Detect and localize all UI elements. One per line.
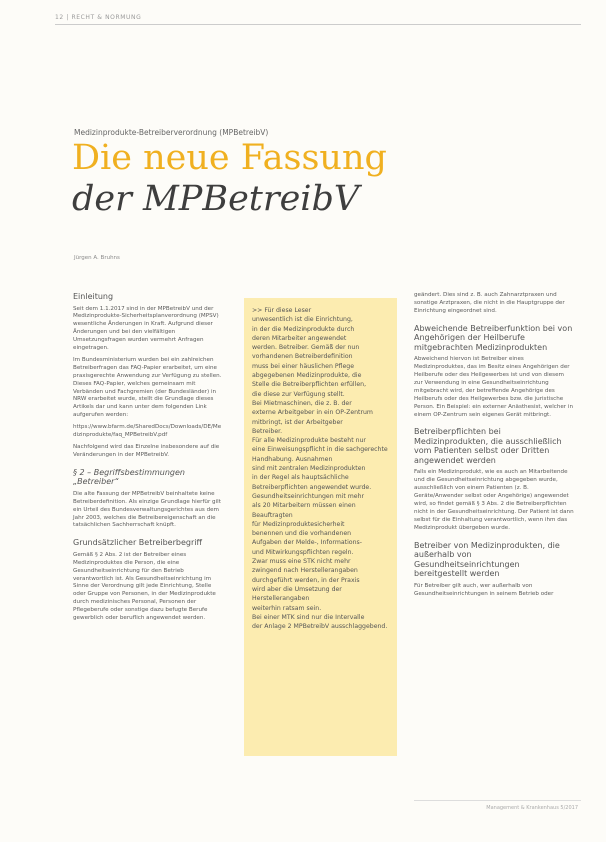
heading-definitions: § 2 – Begriffsbestimmungen „Betreiber“ (73, 467, 185, 487)
article-byline: Jürgen A. Bruhns (74, 255, 120, 261)
highlight-line: Betreiberpflichten angewendet wurde. (252, 483, 372, 491)
heading-basic-operator: Grundsätzlicher Betreiberbegriff (73, 538, 202, 548)
highlight-line: Gesundheitseinrichtungen mit mehr (252, 492, 365, 500)
article-title-line2: der MPBetreibV (72, 179, 360, 219)
highlight-line: unwesentlich ist die Einrichtung, (252, 316, 353, 324)
highlight-line: vorhandenen Betreiberdefinition (252, 353, 353, 361)
text-column-3 (414, 292, 574, 603)
paragraph: Gemäß § 2 Abs. 2 ist der Betreiber eines Medizinproduktes die Person, die eine Gesundheitseinrichtung für den Betrieb verantwortlich ist. Als Gesundheitseinrichtung im Sinne der Verordnung gilt jede Einrichtung, Stelle oder Gruppe von Personen, in der Medizinprodukte durch medizinisches Personal, Personen der Pflegeberufe oder sonstige dazu befugte Berufe gewerblich oder beruflich angewendet werden. (73, 551, 216, 622)
heading-patient-use: Betreiberpflichten bei Medizinprodukten, die ausschließlich vom Patienten selbst oder Dritten angewendet werden (414, 427, 562, 465)
paragraph: Die alte Fassung der MPBetreibV beinhaltete keine Betreiberdefinition. Als einzige Grundlage hierfür gilt ein Urteil des Bundesverwaltungsgerichtes aus dem Jahr 2003, welches die Betreibereigenschaft an die tatsächlichen Sachherrschaft knüpft. (73, 490, 221, 529)
highlight-line: Für alle Medizinprodukte besteht nur (252, 437, 366, 445)
highlight-line: wird aber die Umsetzung der Herstellerangaben (252, 585, 342, 603)
highlight-line: Betreiber. (252, 427, 283, 435)
highlight-line: benennen und die vorhandenen (252, 530, 352, 538)
page-footer: Management & Krankenhaus 5/2017 (486, 805, 578, 811)
highlight-line: als 20 Mitarbeitern müssen einen Beauftragten (252, 502, 356, 519)
header-divider (55, 24, 581, 25)
text-column-1 (73, 292, 223, 627)
highlight-line: Bei Mietmaschinen, die z. B. der (252, 399, 352, 407)
heading-introduction: Einleitung (73, 292, 114, 301)
highlight-line: Aufgaben der Melde-, Informations- (252, 539, 362, 547)
paragraph: Seit dem 1.1.2017 sind in der MPBetreibV und der Medizinprodukte-Sicherheitsplanverordnung (MPSV) wesentliche Änderungen in Kraft. Aufgrund dieser Änderungen und bei den vielfältigen Umsetzungsfragen wurden vermehrt Anfragen eingetragen. (73, 305, 219, 352)
highlight-line: werden. Betreiber. Gemäß der nun (252, 344, 360, 352)
highlight-line: in der die Medizinprodukte durch (252, 325, 355, 333)
section-header: 12 | RECHT & NORMUNG (55, 14, 142, 21)
article-title-line1: Die neue Fassung (72, 138, 387, 178)
highlight-line: mitbringt, ist der Arbeitgeber (252, 418, 343, 426)
article-kicker: Medizinprodukte-Betreiberverordnung (MPBetreibV) (74, 128, 269, 137)
highlight-line: abgegebenen Medizinprodukte, die (252, 372, 362, 380)
highlight-line: und Mitwirkungspflichten regeln. (252, 548, 354, 556)
highlight-box (244, 298, 397, 756)
highlight-line: zwingend nach Herstellerangaben (252, 567, 358, 575)
highlight-line: Zwar muss eine STK nicht mehr (252, 558, 351, 566)
highlight-line: für Medizinproduktesicherheit (252, 520, 345, 528)
highlight-line: Bei einer MTK sind nur die Intervalle (252, 613, 365, 621)
highlight-line: in der Regel als hauptsächliche (252, 474, 349, 482)
highlight-line: sind mit zentralen Medizinprodukten (252, 465, 366, 473)
heading-deviating-operator: Abweichende Betreiberfunktion bei von Angehörigen der Heilberufe mitgebrachten Medizinprodukten (414, 323, 573, 352)
highlight-line: eine Einweisungspflicht in die sachgerechte (252, 446, 388, 454)
highlight-line: der Anlage 2 MPBetreibV ausschlaggebend. (252, 623, 388, 631)
faq-link[interactable]: https://www.bfarm.de/SharedDocs/Downloads/DE/Medizinprodukte/faq_MPBetreibV.pdf (73, 424, 222, 439)
highlight-line: Handhabung. Ausnahmen (252, 455, 333, 463)
paragraph: Nachfolgend wird das Einzelne insbesondere auf die Veränderungen in der MPBetreibV. (73, 444, 220, 458)
highlight-line: die diese zur Verfügung stellt. (252, 390, 345, 398)
highlight-line: weiterhin ratsam sein. (252, 604, 322, 612)
highlight-line: muss bei einer häuslichen Pflege (252, 362, 355, 370)
paragraph: Für Betreiber gilt auch, wer außerhalb von Gesundheitseinrichtungen in seinem Betrieb oder (414, 582, 554, 597)
highlight-line: Stelle die Betreiberpflichten erfüllen, (252, 381, 367, 389)
paragraph: geändert. Dies sind z. B. auch Zahnarztpraxen und sonstige Arztpraxen, die nicht in die Hauptgruppe der Einrichtung eingeordnet sind. (414, 292, 565, 314)
footer-divider (414, 800, 581, 801)
paragraph: Abweichend hiervon ist Betreiber eines Medizinproduktes, das im Besitz eines Angehörigen der Heilberufe oder des Heilgewerbes ist und von diesem zur Verwendung in eine Gesundheitseinrichtung mitgebracht wird, der betreffende Angehörige des Heilberufs oder des Heilgewerbes bzw. die juristische Person. Ein Beispiel: ein externer Anästhesist, welcher in einem OP-Zentrum sein eigenes Gerät mitbringt. (414, 356, 573, 418)
highlight-line: externe Arbeitgeber in ein OP-Zentrum (252, 409, 373, 417)
highlight-line: >> Für diese Leser (252, 307, 312, 314)
highlight-line: deren Mitarbeiter angewendet (252, 334, 347, 342)
highlight-line: durchgeführt werden, in der Praxis (252, 576, 360, 584)
heading-outside-facilities: Betreiber von Medizinprodukten, die außerhalb von Gesundheitseinrichtungen bereitgestellt werden (414, 540, 560, 579)
paragraph: Falls ein Medizinprodukt, wie es auch an Mitarbeitende und die Gesundheitseinrichtung abgegeben wurde, ausschließlich von einem Patienten (z. B. Geräte/Anwender selbst oder Angehörige) angewendet wird, so findet gemäß § 3 Abs. 2 die Betreiberpflichten nicht in der Gesundheitseinrichtung. Der Patient ist dann selbst für die Einhaltung verantwortlich, wenn ihm das Medizinprodukt übergeben wurde. (414, 469, 574, 531)
paragraph: Im Bundesministerium wurden bei ein zahlreichen Betreiberfragen das FAQ-Papier erarbeitet, um eine praxisgerechte Anwendung zur Verfügung zu stellen. Dieses FAQ-Papier, welches gemeinsam mit Verbänden und Fachgremien (der Bundesländer) in NRW erarbeitet wurde, stellt die Grundlage dieses Artikels dar und kann unter dem folgenden Link aufgerufen werden: (73, 356, 222, 419)
